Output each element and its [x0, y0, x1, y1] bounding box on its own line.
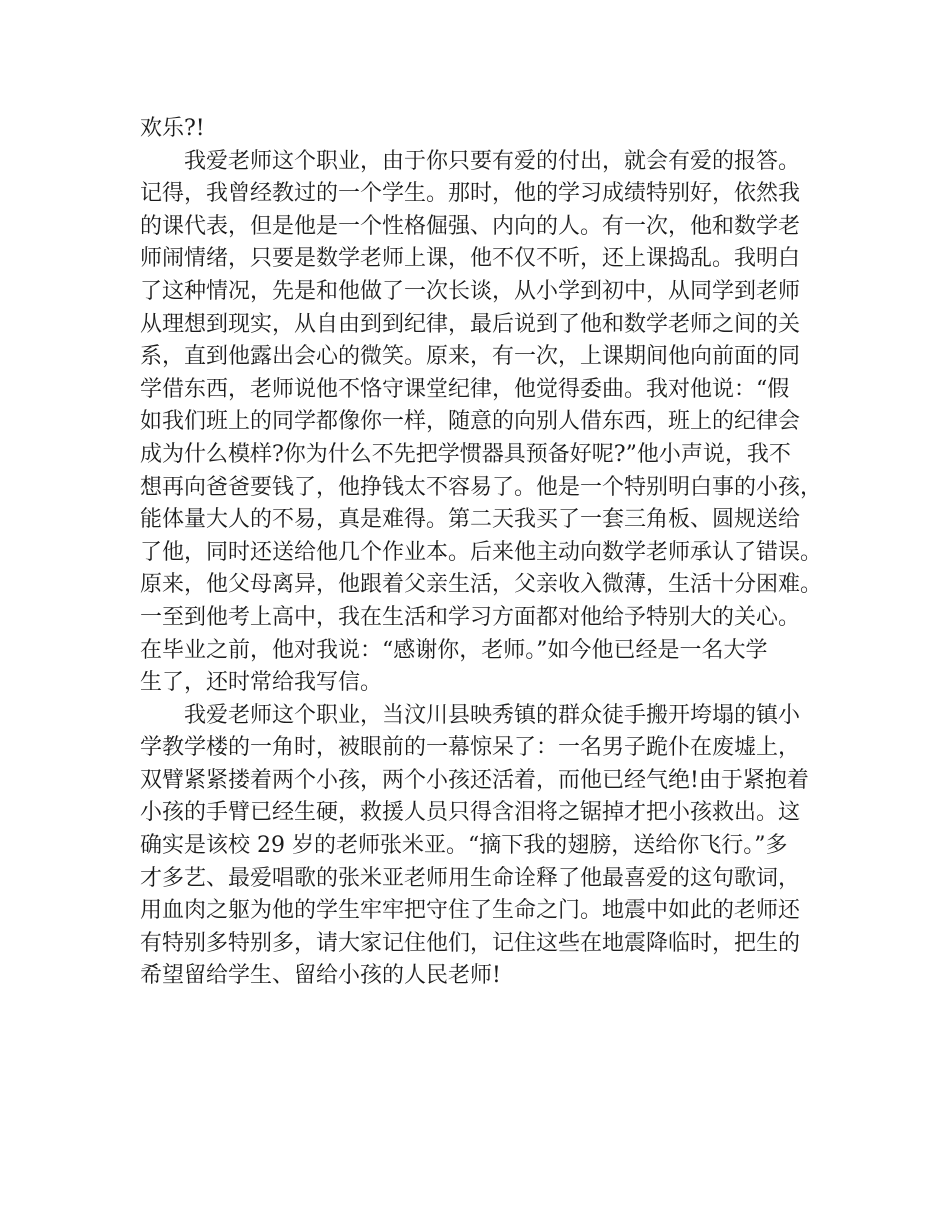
text-line: 想再向爸爸要钱了，他挣钱太不容易了。他是一个特别明白事的小孩，	[140, 474, 823, 500]
text-line: 欢乐?!	[140, 116, 205, 141]
text-line: 一至到他考上高中，我在生活和学习方面都对他给予特别大的关心。	[140, 604, 801, 630]
text-line: 了他，同时还送给他几个作业本。后来他主动向数学老师承认了错误。	[140, 539, 823, 565]
text-line: 生了，还时常给我写信。	[140, 670, 383, 696]
text-line: 希望留给学生、留给小孩的人民老师!	[140, 963, 501, 989]
text-line: 学教学楼的一角时，被眼前的一幕惊呆了：一名男子跪仆在废墟上，	[140, 735, 801, 761]
text-line: 确实是该校 29 岁的老师张米亚。“摘下我的翅膀，送给你飞行。”多	[140, 833, 788, 859]
text-line: 双臂紧紧搂着两个小孩，两个小孩还活着，而他已经气绝!由于紧抱着	[140, 767, 809, 793]
text-line: 成为什么模样?你为什么不先把学惯器具预备好呢?”他小声说，我不	[140, 441, 791, 467]
text-line: 能体量大人的不易，真是难得。第二天我买了一套三角板、圆规送给	[140, 507, 801, 533]
text-line: 有特别多特别多，请大家记住他们，记住这些在地震降临时，把生的	[140, 930, 801, 956]
text-line: 从理想到现实，从自由到到纪律，最后说到了他和数学老师之间的关	[140, 311, 801, 337]
text-line: 系，直到他露出会心的微笑。原来，有一次，上课期间他向前面的同	[140, 344, 801, 370]
text-line: 如我们班上的同学都像你一样，随意的向别人借东西，班上的纪律会	[140, 409, 801, 435]
text-line: 了这种情况，先是和他做了一次长谈，从小学到初中，从同学到老师	[140, 278, 801, 304]
text-line: 原来，他父母离异，他跟着父亲生活，父亲收入微薄，生活十分困难。	[140, 572, 823, 598]
document-body	[140, 113, 823, 993]
text-line: 才多艺、最爱唱歌的张米亚老师用生命诠释了他最喜爱的这句歌词，	[140, 865, 801, 891]
text-line: 师闹情绪，只要是数学老师上课，他不仅不听，还上课捣乱。我明白	[140, 246, 801, 272]
text-line: 学借东西，老师说他不恪守课堂纪律，他觉得委曲。我对他说：“假	[140, 376, 790, 402]
paragraph-first-line: 我爱老师这个职业，当汶川县映秀镇的群众徒手搬开垮塌的镇小	[184, 702, 801, 728]
text-line: 在毕业之前，他对我说：“感谢你，老师。”如今他已经是一名大学	[140, 637, 768, 663]
text-line: 小孩的手臂已经生硬，救援人员只得含泪将之锯掉才把小孩救出。这	[140, 800, 801, 826]
text-line: 用血肉之躯为他的学生牢牢把守住了生命之门。地震中如此的老师还	[140, 898, 801, 924]
paragraph-first-line: 我爱老师这个职业，由于你只要有爱的付出，就会有爱的报答。	[184, 148, 801, 174]
text-line: 的课代表，但是他是一个性格倔强、内向的人。有一次，他和数学老	[140, 213, 801, 239]
text-line: 记得，我曾经教过的一个学生。那时，他的学习成绩特别好，依然我	[140, 181, 801, 207]
